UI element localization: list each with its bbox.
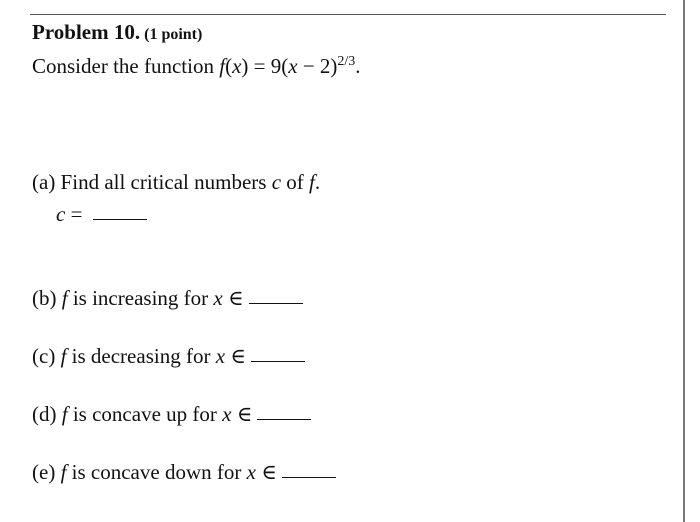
part-c-answer-blank[interactable] [251,361,305,362]
function-rhs-start: ) = 9( [241,54,289,78]
problem-points: (1 point) [144,26,203,43]
part-b-label: (b) [32,286,62,310]
part-d-answer-blank[interactable] [257,419,311,420]
part-a-answer-var: c [56,202,66,226]
part-e-label: (e) [32,460,61,484]
part-d-question [32,404,311,425]
part-e-answer-blank[interactable] [282,477,336,478]
part-a-answer-row [56,204,147,225]
part-b-var-f: f [61,286,68,310]
part-b-question [32,288,303,309]
part-d-var-x: x [222,402,232,426]
part-a-label: (a) Find all critical numbers [32,170,272,194]
part-a-var-c: c [271,170,282,194]
part-d-text: is concave up for [67,402,223,426]
part-e-symbol: ∈ [255,460,277,484]
problem-header [32,22,202,43]
part-c-symbol: ∈ [225,344,246,368]
part-a-of: of [281,170,310,194]
part-a-period: . [314,170,321,194]
part-d-label: (d) [32,402,62,426]
function-rhs-mid: − 2) [297,54,338,78]
function-variable-2: x [288,54,298,78]
part-d-symbol: ∈ [231,402,253,426]
right-border [683,0,685,522]
part-c-var-x: x [215,344,226,368]
intro-text: Consider the function [32,54,220,78]
part-e-question [32,462,336,483]
part-b-var-x: x [213,286,223,310]
part-c-text: is decreasing for [66,344,216,368]
part-e-var-f: f [60,460,67,484]
part-e-text: is concave down for [66,460,247,484]
part-c-var-f: f [60,344,67,368]
problem-statement [32,56,361,77]
part-d-var-f: f [61,402,68,426]
function-end: . [355,54,361,78]
function-exponent: 2/3 [337,54,356,69]
part-a-var-f: f [309,170,315,194]
function-paren: ( [225,54,233,78]
function-name: f [219,54,226,78]
part-a-answer-blank[interactable] [93,219,147,220]
part-a-answer-eq: = [65,202,88,226]
top-divider [30,14,666,15]
function-variable: x [232,54,242,78]
part-c-label: (c) [32,344,61,368]
part-c-question [32,346,305,367]
problem-title: Problem 10. [32,20,141,44]
part-b-text: is increasing for [67,286,214,310]
part-b-symbol: ∈ [222,286,244,310]
part-a-question [32,172,320,193]
part-e-var-x: x [246,460,256,484]
part-b-answer-blank[interactable] [249,303,303,304]
